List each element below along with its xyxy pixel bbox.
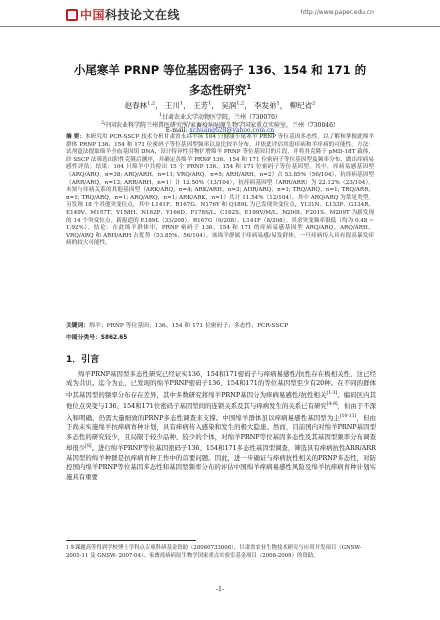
author: 柳纪省$^2$ <box>289 100 316 110</box>
email-link[interactable]: xchuang628@yahoo.com.cn <box>189 127 275 134</box>
title-line-2: 多态性研究$^1$ <box>188 82 252 97</box>
page-number: -1- <box>215 586 225 593</box>
abstract <box>66 134 374 248</box>
site-logo[interactable] <box>66 6 180 23</box>
title-line-1: 小尾寒羊 PRNP 等位基因密码子 136、154 和 171 的 <box>73 63 367 77</box>
logo-text: 科技论文在线 <box>105 8 181 22</box>
paper-title <box>30 62 410 99</box>
page-header <box>0 0 440 27</box>
keywords: 关键词：绵羊；PRNP 等位基因；136、154 和 171 位密码子；多态性；PCR-SSCP <box>66 323 288 329</box>
section-heading-introduction: 1．引言 <box>66 355 100 365</box>
affiliation-2: $^2$中国农业科学院兰州兽医研究所/家畜疫病病原生物学国家重点实验室，兰州（730046） <box>101 121 339 129</box>
author: 王川$^1$ <box>165 100 184 110</box>
abstract-text: 本研究用 PCR-SSCP 技术分析甘肃省永昌羊场 104 只健康小尾寒羊 PRNP 等位基因多态性，以了解和掌握此绵羊群体 PRNP 136、154 和 171 位密码子等位基因型频率以及比较羊分布，并依此评估其患痒病和羊痒病的可能性。方法：试剂盒法提取绵羊全血基因组 DNA，设计特异性引物扩增绵羊 PRNP 等位基因目的片段，并将其克隆于 pMD-18T 载体，经 SSCP 法筛选出阳性克隆后测序，并确定各绵羊 PRNP 136、154 和 171 位密码子等位基因型及频率分布，做出痒病易感性评估。结果：104 只绵羊中共检出 15 个 PRNP 136、154 和 171 位密码子等位基因型。其中，痒病易感基因型（ARQ/ARQ，n=38; ARQ/ARH，n=11; VRQ/ARQ，n=5; ARH/ARH，n=2）占 53.85%（56/104），抗痒病基因型（ARR/ARQ，n=12; ARR/ARH，n=1）计 12.50%（13/104），抗痒病基因型（ARR/ARR）为 22.12%（23/104）。未知与痒病关系的其他基因型（ARK/ARQ，n=4; ARK/ARH，n=2; AHR/ARQ，n=1; TRQ/ARQ，n=1; TRQ/ARR，n=1; TRQ/ARQ，n=1; ARQ/ARQ，n=1; ARK/ARK，n=1）共计 11.54%（12/104）。其中 ARQ/ARQ 为常见类型。另发现 18 个其他突变位点，其中 L141F、R167G、N176Y 和 Q189L 为已发现突变位点，Y131N、L133P、G134R、E149V、M157T、Y158H、N162P、Y166D、F178S/L、C182S、E199V/M/L、N200I、F201S、M209T 为新发现的 14 个突变位点。新报道的 E189L（33/208）、R167G（9/208）、L141F（8/208）。其余突变频率很低（均为 0.48 ~ 1.92%）。结论：在此绵羊群体中，PRNP 密码子 136、154 和 171 的痒病易感基因型 ARQ/ARQ、ARQ/ARH、VRQ/ARQ 和 ARH/ARH 占优势（53.85%，56/104），该绵羊群属于痒病易感/易发群体，一旦痒病传入具有很高暴发痒病的较大可能性。 <box>66 134 374 247</box>
logo-icon <box>66 9 78 21</box>
author: 赵春林$^{1,2}$ <box>124 100 156 110</box>
abstract-label: 摘 要： <box>66 134 86 140</box>
affiliation-1: $^1$甘肃农业大学动物医学院，兰州（730070） <box>159 113 281 121</box>
classification-number: 中图分类号：S862.65 <box>66 335 128 341</box>
site-url[interactable]: http://www.paper.edu.cn <box>300 9 374 16</box>
introduction-text: 绵羊PRNP基因型多态性研究已经证实136、154和171密码子与痒病易感性/抗性存在极相关性，这已经成为共识。迄今为止，已发现的绵羊PRNP密码子136、154和171的等位基因型至少有20种。在不同的群体中其基因型的频率分布存在差异，其中多数研究将绵羊PRNP基因分为痒病易感性/抗性相关[1-3]。编码区内其他位点突变与136、154和171位密码子基因型间的连锁关系及其与痒病发生的关系已有研究[4-9]，但由于不深入和明确，仍需大量细致的PRNP多态性调查来支撑。中国绵羊群体虽以痒病易感性基因型为主[10-11]，但由于尚未实施绵羊抗痒病育种计划，具有痒病传入感染和发生的极大隐患。然而，目前国内对绵羊PRNP基因型多态性的研究较少，且局限于较少品种、较少的个体，对绵羊PRNP等位基因多态性及其基因型频率分布调查却很少[8]。进行绵羊PRNP等位基因密码子136、154和171多态性基因型调查，筛选具有痒病抗性ARR/ARR基因型的绵羊种群是抗痒病育种工作中的首要问题。因此，进一步确证与痒病抗性相关的PRNP多态性，对防控国内绵羊PRNP等位基因多态性和基因型频率分布的评估中国绵羊痒病易感性风险及绵羊抗痒病育种计划实施具有重要 <box>66 370 377 481</box>
logo-mark: 中国 <box>80 8 106 22</box>
author-email: E-mail: xchuang628@yahoo.com.cn <box>165 127 275 134</box>
author: 李发弟$^1$ <box>254 100 280 110</box>
author-list: 赵春林$^{1,2}$， 王川$^1$， 王芳$^1$， 吴润$^{1,2}$， 李发弟$^1$， 柳纪省$^2$ <box>124 100 316 110</box>
title-footnote-marker: 1 <box>246 83 252 91</box>
author: 王芳$^1$ <box>193 100 212 110</box>
footnote: 1本课题高等得到学校博士学科点专项科研基金资助（20060733006），甘肃省农业生物技术研究与应用开发项目（GNSW- 2005-11 及 GNSW- 2007-04）、家畜疫病病原生物学国家重点实验室基金项目（2008-2009）的资助。 <box>66 545 362 559</box>
author: 吴润$^{1,2}$ <box>221 100 245 110</box>
footnote-divider <box>66 540 196 541</box>
